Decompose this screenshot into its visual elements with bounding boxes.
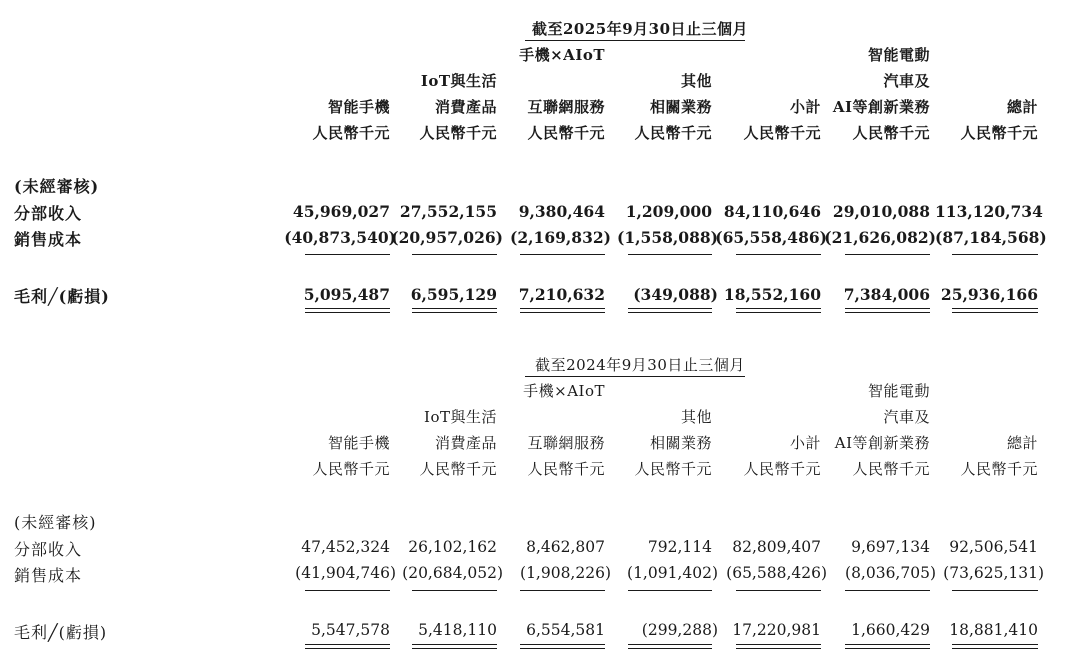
unit-label: 人民幣千元 [743,460,821,478]
cell-value: (2,169,832) [510,228,611,247]
unit-label: 人民幣千元 [634,124,712,142]
col-header-line3: AI等創新業務 [832,98,930,116]
col-header-line2: 其他 [680,72,712,90]
row-label: 毛利╱(虧損) [14,287,110,306]
cell-value: 47,452,324 [301,538,390,556]
unit-label: 人民幣千元 [527,460,605,478]
subtotal-rule [305,590,390,591]
col-header-line2: 汽車及 [883,408,930,426]
unaudited-label: (未經審核) [14,513,97,532]
col-header-line3: AI等創新業務 [834,434,930,452]
cell-value: 7,384,006 [843,285,930,304]
col-header-line1: 手機×AIoT [523,382,605,400]
cell-value: (73,625,131) [943,564,1044,582]
col-header-line3: 互聯網服務 [527,98,605,116]
cell-value: (1,908,226) [520,564,611,582]
cell-value: (299,288) [641,621,718,639]
cell-value: 27,552,155 [399,202,497,221]
total-double-rule [736,644,821,649]
cell-value: 45,969,027 [292,202,390,221]
total-double-rule [520,644,605,649]
row-label: 分部收入 [14,540,83,559]
cell-value: (65,588,426) [726,564,827,582]
row-label: 分部收入 [14,204,83,223]
cell-value: (20,684,052) [402,564,503,582]
period-title: 截至2024年9月30日止三個月 [535,356,745,374]
cell-value: 18,881,410 [949,621,1038,639]
unit-label: 人民幣千元 [634,460,712,478]
total-double-rule [520,308,605,313]
subtotal-rule [952,254,1038,255]
cell-value: 26,102,162 [408,538,497,556]
header-rule [525,376,745,377]
header-rule [525,40,745,41]
cell-value: (65,558,486) [715,228,827,247]
col-header-line3: 消費產品 [434,98,497,116]
cell-value: (40,873,540) [284,228,396,247]
unit-label: 人民幣千元 [312,460,390,478]
cell-value: 6,554,581 [526,621,605,639]
subtotal-rule [628,590,712,591]
total-double-rule [628,644,712,649]
col-header-line3: 消費產品 [434,434,497,452]
total-double-rule [952,308,1038,313]
subtotal-rule [736,254,821,255]
unaudited-label: (未經審核) [14,177,100,196]
cell-value: 5,418,110 [418,621,497,639]
cell-value: (8,036,705) [845,564,936,582]
subtotal-rule [952,590,1038,591]
cell-value: 82,809,407 [732,538,821,556]
cell-value: 9,380,464 [518,202,605,221]
col-header-line2: 其他 [680,408,712,426]
subtotal-rule [736,590,821,591]
cell-value: 17,220,981 [732,621,821,639]
cell-value: 84,110,646 [723,202,821,221]
unit-label: 人民幣千元 [743,124,821,142]
unit-label: 人民幣千元 [419,460,497,478]
cell-value: 18,552,160 [723,285,821,304]
col-header-line2: IoT與生活 [420,72,497,90]
cell-value: (20,957,026) [391,228,503,247]
unit-label: 人民幣千元 [527,124,605,142]
cell-value: (21,626,082) [824,228,936,247]
col-header-line3: 小計 [789,434,821,452]
cell-value: 25,936,166 [940,285,1038,304]
total-double-rule [305,308,390,313]
cell-value: 92,506,541 [949,538,1038,556]
cell-value: 5,095,487 [303,285,390,304]
total-double-rule [628,308,712,313]
col-header-line3: 總計 [1006,98,1038,116]
col-header-line3: 相關業務 [649,98,712,116]
row-label: 銷售成本 [14,566,83,585]
cell-value: 113,120,734 [935,202,1043,221]
row-label: 毛利╱(虧損) [14,623,108,642]
cell-value: 5,547,578 [311,621,390,639]
total-double-rule [845,308,930,313]
unit-label: 人民幣千元 [312,124,390,142]
col-header-line3: 智能手機 [327,98,390,116]
unit-label: 人民幣千元 [852,460,930,478]
cell-value: 1,660,429 [851,621,930,639]
subtotal-rule [520,590,605,591]
cell-value: 8,462,807 [526,538,605,556]
total-double-rule [305,644,390,649]
subtotal-rule [520,254,605,255]
total-double-rule [952,644,1038,649]
col-header-line2: 汽車及 [883,72,930,90]
cell-value: (87,184,568) [935,228,1047,247]
cell-value: (1,091,402) [627,564,718,582]
col-header-line3: 智能手機 [327,434,390,452]
total-double-rule [736,308,821,313]
col-header-line3: 總計 [1006,434,1038,452]
total-double-rule [412,644,497,649]
unit-label: 人民幣千元 [419,124,497,142]
subtotal-rule [412,590,497,591]
col-header-line1: 手機×AIoT [519,46,605,64]
cell-value: 1,209,000 [625,202,712,221]
subtotal-rule [628,254,712,255]
total-double-rule [412,308,497,313]
subtotal-rule [845,254,930,255]
cell-value: 29,010,088 [832,202,930,221]
cell-value: 792,114 [647,538,712,556]
subtotal-rule [845,590,930,591]
period-title: 截至2025年9月30日止三個月 [531,20,749,38]
unit-label: 人民幣千元 [960,460,1038,478]
col-header-line3: 相關業務 [649,434,712,452]
col-header-line2: IoT與生活 [424,408,497,426]
cell-value: (349,088) [633,285,718,304]
subtotal-rule [412,254,497,255]
col-header-line3: 互聯網服務 [527,434,605,452]
col-header-line3: 小計 [789,98,821,116]
col-header-line1: 智能電動 [867,46,930,64]
unit-label: 人民幣千元 [960,124,1038,142]
subtotal-rule [305,254,390,255]
row-label: 銷售成本 [14,230,83,249]
col-header-line1: 智能電動 [867,382,930,400]
cell-value: 9,697,134 [851,538,930,556]
total-double-rule [845,644,930,649]
cell-value: (41,904,746) [295,564,396,582]
unit-label: 人民幣千元 [852,124,930,142]
cell-value: 6,595,129 [410,285,497,304]
cell-value: 7,210,632 [518,285,605,304]
cell-value: (1,558,088) [617,228,718,247]
